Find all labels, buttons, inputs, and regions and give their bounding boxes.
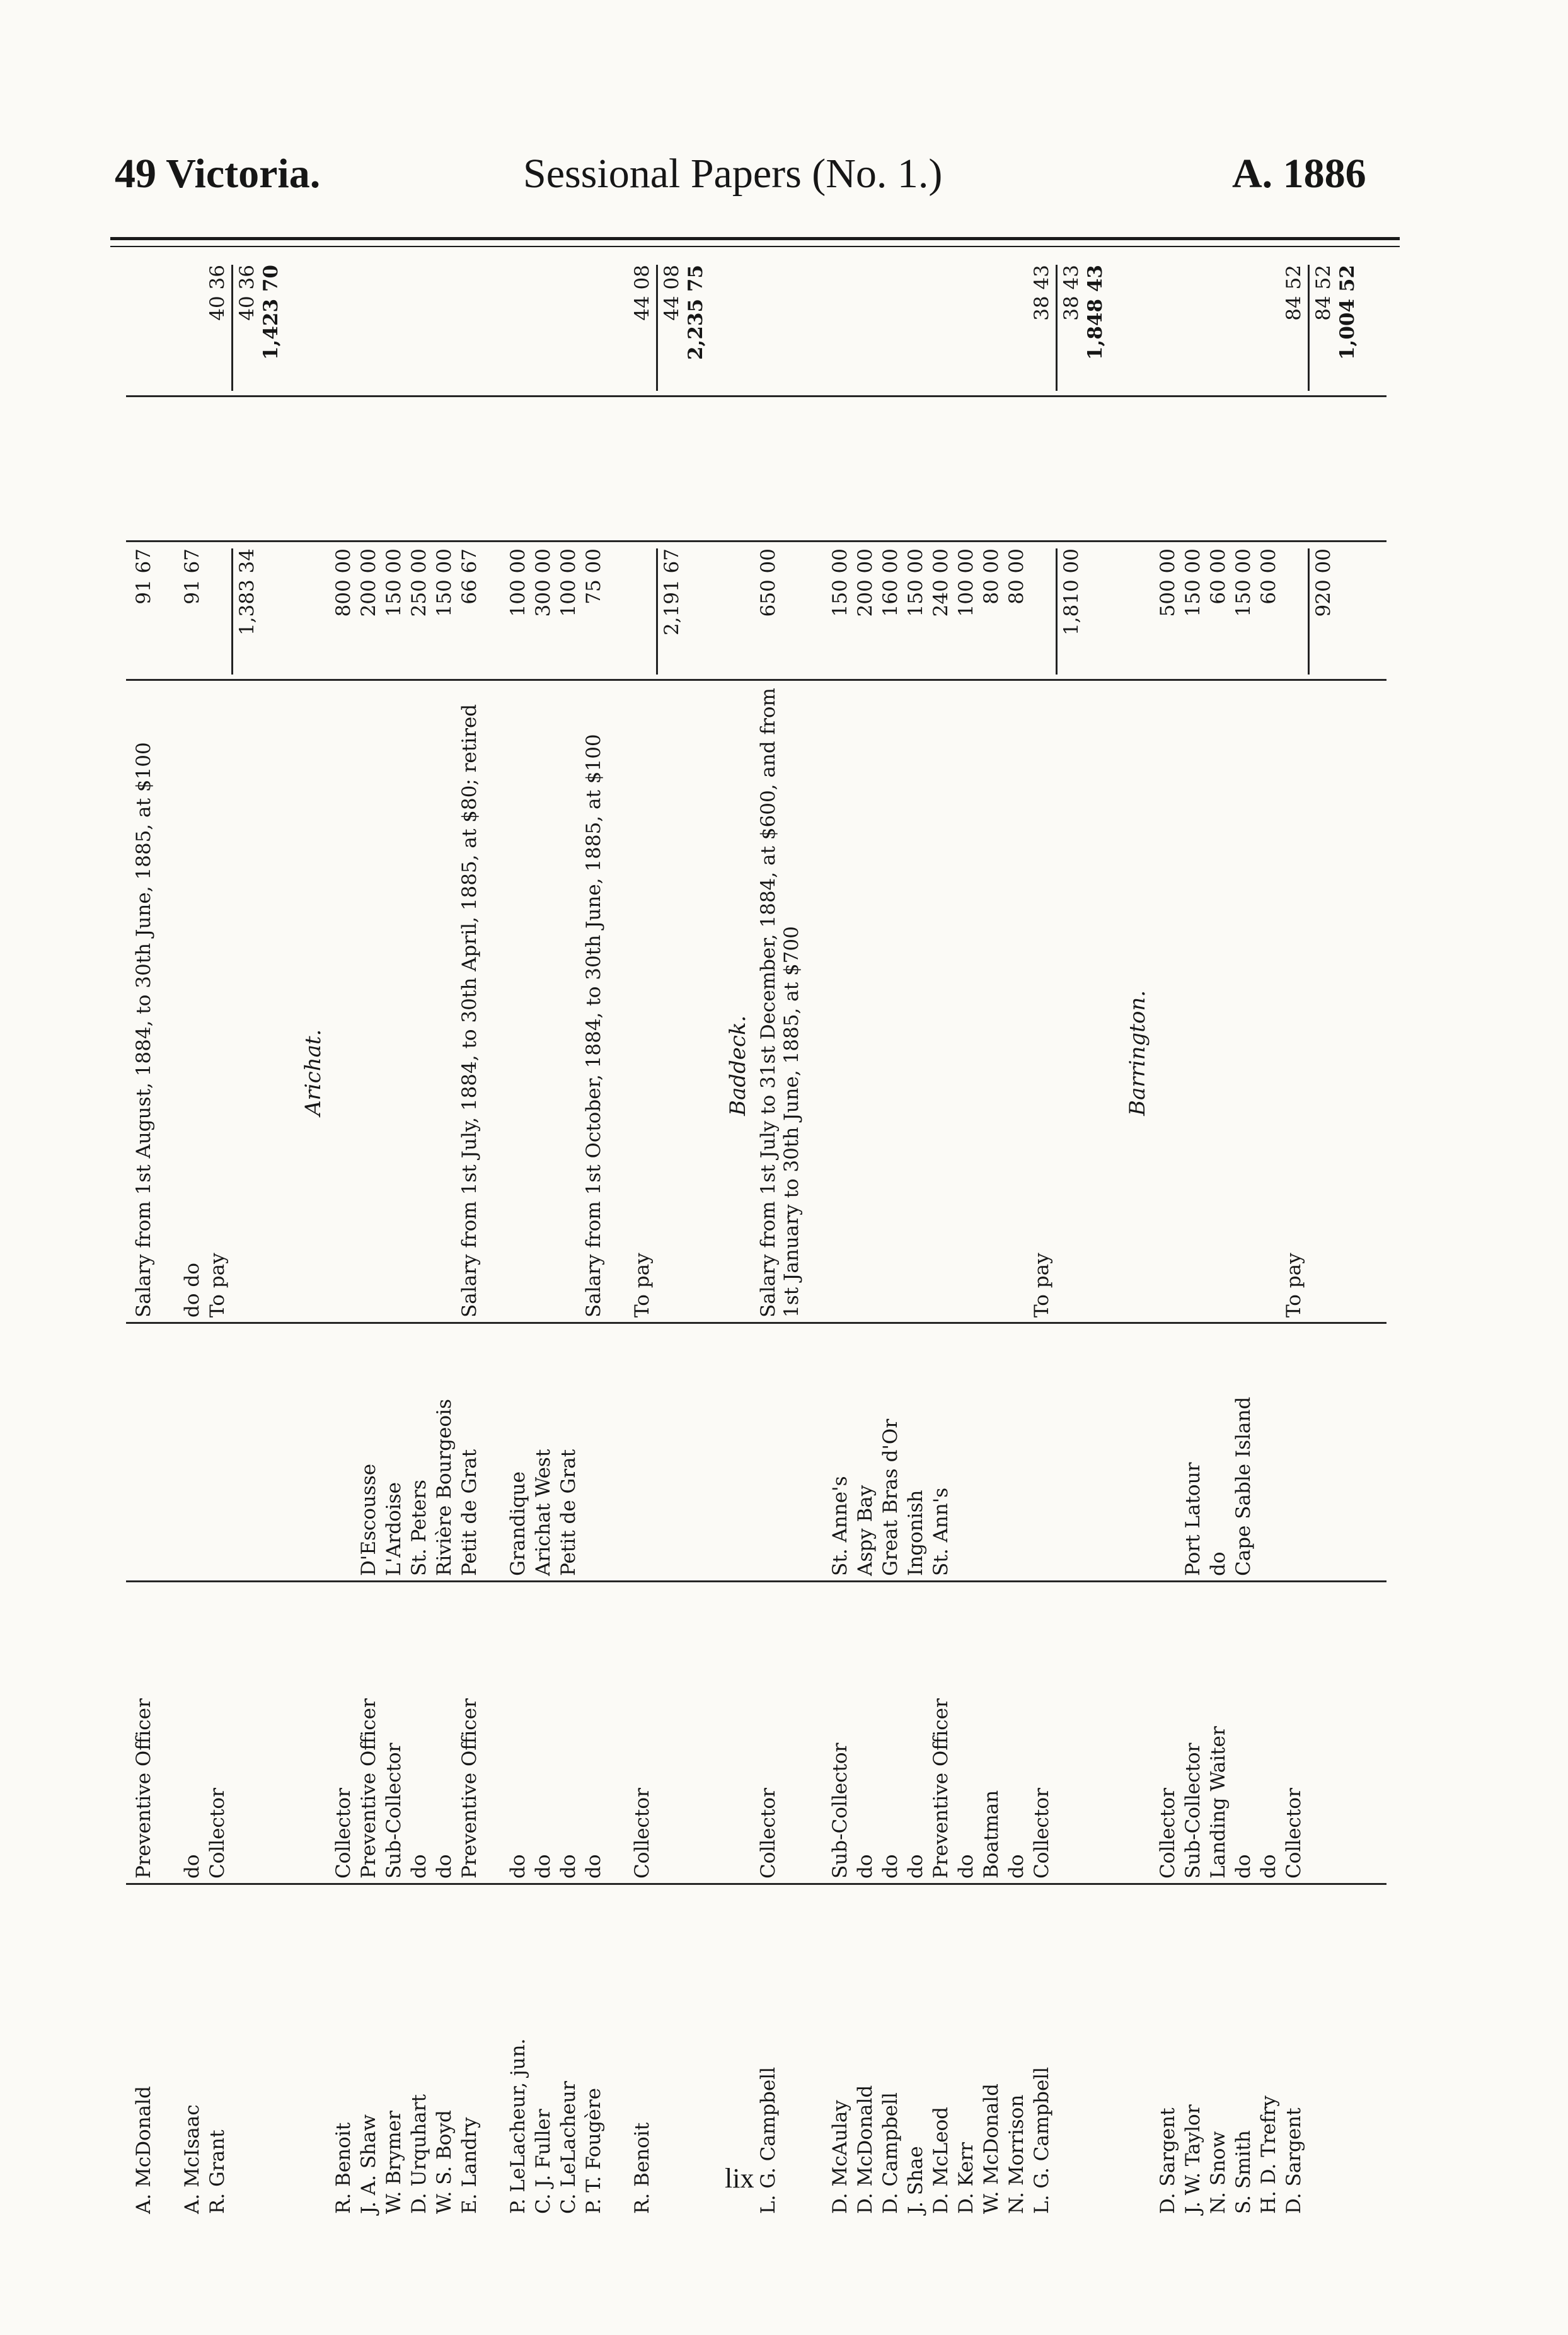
table-row [955, 265, 980, 2219]
table-row [1005, 265, 1030, 2219]
salary-description: do do [181, 1263, 204, 1318]
section-title: Arichat. [301, 1029, 326, 1116]
section-title: Baddeck. [725, 1015, 751, 1116]
office-cell: Collector [332, 1788, 355, 1879]
employee-name: N. Morrison [1005, 2094, 1028, 2214]
amount-paid: 60 00 [1257, 548, 1280, 605]
salary-table [126, 265, 1386, 2219]
office-cell: do [507, 1854, 529, 1879]
amount-paid: 500 00 [1156, 548, 1179, 617]
table-row [631, 265, 656, 2219]
table-row [1283, 265, 1308, 2219]
amount-paid: 100 00 [507, 548, 529, 617]
employee-name: H. D. Trefry [1257, 2095, 1280, 2214]
office-cell: do [1232, 1854, 1255, 1879]
contingency-amount: 84 52 [1283, 265, 1305, 321]
total-paid: 920 00 [1308, 548, 1335, 675]
table-row [433, 265, 458, 2219]
amount-paid: 60 00 [1207, 548, 1230, 605]
office-cell: do [1005, 1854, 1028, 1879]
totals-row [1308, 265, 1333, 2219]
table-row [357, 265, 383, 2219]
employee-name: D. McDonald [854, 2085, 877, 2214]
section-grand-total: 1,004 52 [1336, 265, 1359, 361]
employee-name: D. Urquhart [408, 2094, 430, 2214]
employee-name: D. Sargent [1283, 2107, 1305, 2214]
header-rule-thin [110, 246, 1400, 247]
table-row [557, 265, 582, 2219]
salary-description: Salary from 1st July, 1884, to 30th April, 1885, at $80; retired [458, 704, 481, 1318]
employee-name: P. LeLacheur, jun. [507, 2038, 529, 2214]
place-cell: D'Escousse [357, 1463, 380, 1576]
table-row [132, 265, 158, 2219]
office-cell: do [955, 1854, 977, 1879]
contingency-amount: 40 36 [206, 265, 229, 321]
office-cell: do [854, 1854, 877, 1879]
table-row [532, 265, 557, 2219]
amount-paid: 150 00 [433, 548, 456, 617]
office-cell: Boatman [980, 1790, 1003, 1879]
amount-paid: 800 00 [332, 548, 355, 617]
amount-paid: 66 67 [458, 548, 481, 605]
employee-name: C. J. Fuller [532, 2109, 555, 2214]
section-grand-total: 1,423 70 [260, 265, 282, 361]
office-cell: Collector [1283, 1788, 1305, 1879]
place-cell: Ingonish [904, 1490, 927, 1576]
salary-description: To pay [1030, 1253, 1053, 1318]
employee-name: D. McLeod [930, 2106, 952, 2214]
office-cell: Collector [206, 1788, 229, 1879]
place-cell: Petit de Grat [557, 1449, 580, 1576]
table-row [181, 265, 206, 2219]
amount-paid: 150 00 [383, 548, 405, 617]
office-cell: Preventive Officer [930, 1698, 952, 1879]
table-row [854, 265, 879, 2219]
table-row [1257, 265, 1283, 2219]
office-cell: do [879, 1854, 902, 1879]
employee-name: R. Benoit [631, 2122, 654, 2214]
total-contingencies: 84 52 [1308, 265, 1335, 391]
office-cell: Landing Waiter [1207, 1726, 1230, 1879]
table-row [1156, 265, 1182, 2219]
page-number: lix [725, 2163, 754, 2194]
amount-paid: 240 00 [930, 548, 952, 617]
amount-paid: 75 00 [582, 548, 605, 605]
table-row [408, 265, 433, 2219]
amount-paid: 150 00 [904, 548, 927, 617]
salary-description: To pay [631, 1253, 654, 1318]
amount-paid: 150 00 [829, 548, 851, 617]
office-cell: do [408, 1854, 430, 1879]
table-row [1207, 265, 1232, 2219]
office-cell: Preventive Officer [132, 1698, 155, 1879]
employee-name: D. Kerr [955, 2142, 977, 2214]
section-grand-total: 2,235 75 [684, 265, 707, 361]
total-paid: 1,810 00 [1056, 548, 1083, 675]
employee-name: W. S. Boyd [433, 2110, 456, 2214]
table-row [1232, 265, 1257, 2219]
amount-paid: 91 67 [181, 548, 204, 605]
salary-description: Salary from 1st July to 31st December, 1884, at $600, and from 1st January to 30th June, 1885, at $700 [757, 688, 803, 1318]
section-grand-total: 1,848 43 [1084, 265, 1107, 361]
place-cell: Grandique [507, 1471, 529, 1576]
totals-row [231, 265, 257, 2219]
employee-name: J. W. Taylor [1182, 2104, 1204, 2214]
employee-name: L. G. Campbell [1030, 2066, 1053, 2214]
employee-name: R. Benoit [332, 2122, 355, 2214]
total-contingencies: 44 08 [656, 265, 683, 391]
office-cell: do [557, 1854, 580, 1879]
office-cell: Sub-Collector [383, 1742, 405, 1879]
table-row [507, 265, 532, 2219]
office-cell: do [433, 1854, 456, 1879]
employee-name: W. McDonald [980, 2083, 1003, 2214]
office-cell: Preventive Officer [357, 1698, 380, 1879]
amount-paid: 91 67 [132, 548, 155, 605]
header-year: A. 1886 [1232, 151, 1366, 197]
office-cell: Preventive Officer [458, 1698, 481, 1879]
table-row [829, 265, 854, 2219]
place-cell: Arichat West [532, 1449, 555, 1576]
total-paid: 1,383 34 [231, 548, 258, 675]
totals-row [1056, 265, 1081, 2219]
office-cell: do [181, 1854, 204, 1879]
totals-row [656, 265, 681, 2219]
office-cell: Collector [1156, 1788, 1179, 1879]
employee-name: S. Smith [1232, 2130, 1255, 2214]
place-cell: St. Anne's [829, 1476, 851, 1576]
table-row [582, 265, 608, 2219]
section-title: Barrington. [1125, 990, 1150, 1116]
place-cell: Great Bras d'Or [879, 1418, 902, 1576]
office-cell: do [1257, 1854, 1280, 1879]
table-row [930, 265, 955, 2219]
header-rule [110, 237, 1400, 240]
salary-description: Salary from 1st August, 1884, to 30th June, 1885, at $100 [132, 742, 155, 1318]
employee-name: C. LeLacheur [557, 2081, 580, 2214]
employee-name: A. McDonald [132, 2086, 155, 2214]
amount-paid: 250 00 [408, 548, 430, 617]
place-cell: St. Peters [408, 1480, 430, 1576]
amount-paid: 300 00 [532, 548, 555, 617]
contingency-amount: 44 08 [631, 265, 654, 321]
total-contingencies: 40 36 [231, 265, 258, 391]
table-row [206, 265, 231, 2219]
table-row [904, 265, 930, 2219]
employee-name: J. Shae [904, 2146, 927, 2214]
table-row [332, 265, 357, 2219]
office-cell: do [904, 1854, 927, 1879]
table-row [383, 265, 408, 2219]
employee-name: R. Grant [206, 2129, 229, 2214]
office-cell: Sub-Collector [1182, 1742, 1204, 1879]
table-row [1030, 265, 1056, 2219]
salary-description: To pay [1283, 1253, 1305, 1318]
salary-description: To pay [206, 1253, 229, 1318]
amount-paid: 650 00 [757, 548, 780, 617]
amount-paid: 150 00 [1182, 548, 1204, 617]
place-cell: Aspy Bay [854, 1485, 877, 1576]
salary-description: Salary from 1st October, 1884, to 30th June, 1885, at $100 [582, 734, 605, 1318]
office-cell: Collector [631, 1788, 654, 1879]
office-cell: Sub-Collector [829, 1742, 851, 1879]
place-cell: do [1207, 1551, 1230, 1576]
office-cell: Collector [757, 1788, 780, 1879]
place-cell: St. Ann's [930, 1487, 952, 1576]
amount-paid: 200 00 [854, 548, 877, 617]
employee-name: D. McAulay [829, 2100, 851, 2214]
contingency-amount: 38 43 [1030, 265, 1053, 321]
header-title: Sessional Papers (No. 1.) [523, 151, 943, 197]
employee-name: D. Sargent [1156, 2107, 1179, 2214]
place-cell: Petit de Grat [458, 1449, 481, 1576]
place-cell: Rivière Bourgeois [433, 1399, 456, 1576]
office-cell: do [532, 1854, 555, 1879]
amount-paid: 80 00 [980, 548, 1003, 605]
table-row [879, 265, 904, 2219]
table-row [1182, 265, 1207, 2219]
place-cell: Port Latour [1182, 1462, 1204, 1576]
employee-name: P. T. Fougère [582, 2088, 605, 2214]
place-cell: L'Ardoise [383, 1482, 405, 1576]
header-session: 49 Victoria. [115, 151, 321, 197]
total-contingencies: 38 43 [1056, 265, 1083, 391]
table-row [757, 265, 803, 2219]
place-cell: Cape Sable Island [1232, 1396, 1255, 1576]
amount-paid: 200 00 [357, 548, 380, 617]
employee-name: A. McIsaac [181, 2104, 204, 2214]
employee-name: D. Campbell [879, 2092, 902, 2214]
employee-name: E. Landry [458, 2117, 481, 2214]
table-row [458, 265, 483, 2219]
employee-name: L. G. Campbell [757, 2066, 780, 2214]
office-cell: do [582, 1854, 605, 1879]
employee-name: N. Snow [1207, 2131, 1230, 2214]
amount-paid: 100 00 [557, 548, 580, 617]
employee-name: W. Brymer [383, 2111, 405, 2214]
amount-paid: 150 00 [1232, 548, 1255, 617]
amount-paid: 160 00 [879, 548, 902, 617]
table-row [980, 265, 1005, 2219]
employee-name: J. A. Shaw [357, 2114, 380, 2214]
amount-paid: 80 00 [1005, 548, 1028, 605]
total-paid: 2,191 67 [656, 548, 683, 675]
amount-paid: 100 00 [955, 548, 977, 617]
office-cell: Collector [1030, 1788, 1053, 1879]
